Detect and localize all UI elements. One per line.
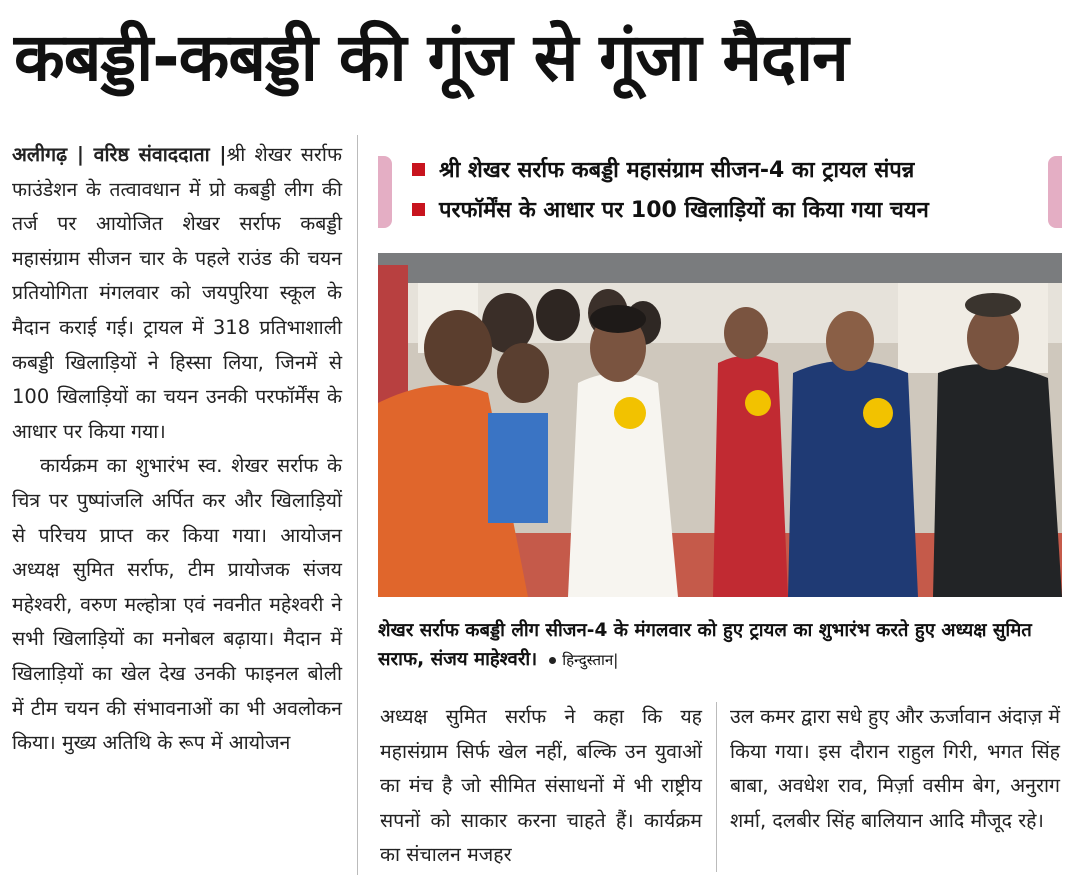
paragraph-4: उल कमर द्वारा सधे हुए और ऊर्जावान अंदाज़ में किया गया। इस दौरान राहुल गिरी, भगत सिंह बाबा, अवधेश राव, मिर्ज़ा वसीम बेग, अनुराग शर्मा, दलबीर सिंह बालियान आदि मौजूद रहे। (730, 705, 1060, 832)
paragraph-1 (12, 138, 342, 449)
column-divider (357, 135, 358, 875)
deck-line-2 (412, 194, 929, 224)
byline: अलीगढ़ | वरिष्ठ संवाददाता | (12, 143, 227, 166)
bullet-square (412, 163, 425, 176)
news-photo (378, 253, 1062, 597)
deck-line-1 (412, 154, 914, 184)
kabaddi-trial-photo (378, 253, 1062, 597)
deck-line-1-text: श्री शेखर सर्राफ कबड्डी महासंग्राम सीजन-4 का ट्रायल संपन्न (439, 158, 915, 183)
deck-line-2-text: परफॉर्मेंस के आधार पर 100 खिलाड़ियों का किया गया चयन (439, 198, 929, 223)
paragraph-2: कार्यक्रम का शुभारंभ स्व. शेखर सर्राफ के चित्र पर पुष्पांजलि अर्पित कर और खिलाड़ियों से परिचय प्राप्त कर किया गया। आयोजन अध्यक्ष सुमित सर्राफ, टीम प्रायोजक संजय महेश्वरी, वरुण मल्होत्रा एवं नवनीत महेश्वरी ने सभी खिलाड़ियों का मनोबल बढ़ाया। मैदान में खिलाड़ियों का खेल देख उनकी फाइनल बोली में टीम चयन की संभावनाओं का भी अवलोकन किया। मुख्य अतिथि के रूप में आयोजन (12, 454, 342, 755)
photo-caption (378, 616, 1068, 675)
deck-left-bar (378, 156, 392, 228)
deck-right-bar (1048, 156, 1062, 228)
credit-bullet (549, 657, 556, 664)
article-column-3 (730, 700, 1060, 838)
paragraph-1-text: श्री शेखर सर्राफ फाउंडेशन के तत्वावधान में प्रो कबड्डी लीग की तर्ज पर आयोजित शेखर सर्राफ कबड्डी महासंग्राम सीजन चार के पहले राउंड की चयन प्रतियोगिता मंगलवार को जयपुरिया स्कूल के मैदान कराई गई। ट्रायल में 318 प्रतिभाशाली कबड्डी खिलाड़ियों ने हिस्सा लिया, जिनमें से 100 खिलाड़ियों का चयन उनकी परफॉर्मेंस के आधार पर किया गया। (12, 143, 342, 443)
credit-text: हिन्दुस्तान (562, 651, 614, 669)
bullet-square (412, 203, 425, 216)
photo-credit: हिन्दुस्तान| (549, 651, 618, 669)
deck-box (378, 150, 1062, 230)
column-divider (716, 702, 717, 872)
caption-text: शेखर सर्राफ कबड्डी लीग सीजन-4 के मंगलवार को हुए ट्रायल का शुभारंभ करते हुए अध्यक्ष सुमित सराफ, संजय माहेश्वरी। (378, 620, 1032, 670)
paragraph-3: अध्यक्ष सुमित सर्राफ ने कहा कि यह महासंग्राम सिर्फ खेल नहीं, बल्कि उन युवाओं का मंच है जो सीमित संसाधनों में भी राष्ट्रीय सपनों को साकार करना चाहते हैं। कार्यक्रम का संचालन मजहर (380, 705, 702, 867)
headline: कबड्डी-कबड्डी की गूंज से गूंजा मैदान (14, 19, 848, 96)
article-column-2 (380, 700, 702, 873)
article-column-1 (12, 138, 342, 761)
